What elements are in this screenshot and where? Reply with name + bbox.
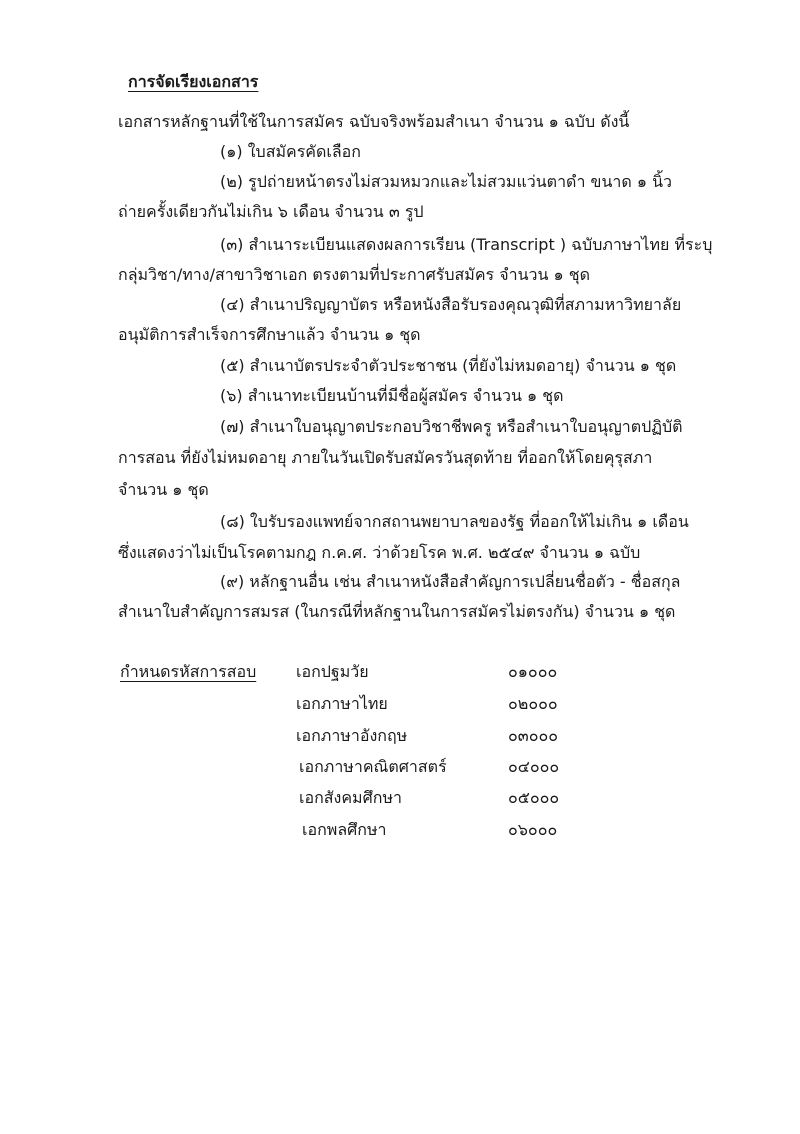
item-3-cont: กลุ่มวิชา/ทาง/สาขาวิชาเอก ตรงตามที่ประกาศรับสมัคร จำนวน ๑ ชุด: [118, 265, 591, 284]
item-3: (๓) สำเนาระเบียนแสดงผลการเรียน (Transcript ) ฉบับภาษาไทย ที่ระบุ: [220, 235, 713, 254]
exam-code: ๐๔๐๐๐: [508, 757, 560, 776]
exam-codes-label: กำหนดรหัสการสอบ: [120, 662, 257, 681]
section-heading: การจัดเรียงเอกสาร: [128, 72, 259, 91]
item-7: (๗) สำเนาใบอนุญาตประกอบวิชาชีพครู หรือสำเนาใบอนุญาตปฏิบัติ: [220, 417, 683, 436]
major-name: เอกภาษาไทย: [296, 694, 388, 713]
major-name: เอกพลศึกษา: [302, 820, 387, 839]
item-1: (๑) ใบสมัครคัดเลือก: [220, 142, 361, 161]
item-9: (๙) หลักฐานอื่น เช่น สำเนาหนังสือสำคัญการเปลี่ยนชื่อตัว - ชื่อสกุล: [220, 572, 681, 591]
exam-code: ๐๒๐๐๐: [508, 694, 558, 713]
item-4-cont: อนุมัติการสำเร็จการศึกษาแล้ว จำนวน ๑ ชุด: [118, 325, 421, 344]
major-name: เอกภาษาคณิตศาสตร์: [299, 757, 447, 776]
item-4: (๔) สำเนาปริญญาบัตร หรือหนังสือรับรองคุณวุฒิที่สภามหาวิทยาลัย: [220, 295, 682, 314]
major-name: เอกปฐมวัย: [296, 662, 369, 681]
item-8-cont: ซึ่งแสดงว่าไม่เป็นโรคตามกฎ ก.ค.ศ. ว่าด้วยโรค พ.ศ. ๒๕๔๙ จำนวน ๑ ฉบับ: [118, 543, 641, 562]
item-2-cont: ถ่ายครั้งเดียวกันไม่เกิน ๖ เดือน จำนวน ๓ รูป: [118, 202, 424, 221]
exam-code: ๐๓๐๐๐: [508, 726, 558, 745]
exam-code: ๐๑๐๐๐: [508, 662, 558, 681]
item-8: (๘) ใบรับรองแพทย์จากสถานพยาบาลของรัฐ ที่ออกให้ไม่เกิน ๑ เดือน: [220, 512, 689, 531]
exam-code: ๐๕๐๐๐: [508, 788, 560, 807]
item-5: (๕) สำเนาบัตรประจำตัวประชาชน (ที่ยังไม่หมดอายุ) จำนวน ๑ ชุด: [220, 356, 677, 375]
major-name: เอกภาษาอังกฤษ: [296, 726, 408, 745]
intro-text: เอกสารหลักฐานที่ใช้ในการสมัคร ฉบับจริงพร้อมสำเนา จำนวน ๑ ฉบับ ดังนี้: [118, 112, 630, 131]
item-6: (๖) สำเนาทะเบียนบ้านที่มีชื่อผู้สมัคร จำนวน ๑ ชุด: [220, 386, 564, 405]
item-9-cont: สำเนาใบสำคัญการสมรส (ในกรณีที่หลักฐานในการสมัครไม่ตรงกัน) จำนวน ๑ ชุด: [118, 602, 676, 621]
item-7-cont: การสอน ที่ยังไม่หมดอายุ ภายในวันเปิดรับสมัครวันสุดท้าย ที่ออกให้โดยคุรุสภา: [118, 448, 653, 467]
major-name: เอกสังคมศึกษา: [299, 788, 402, 807]
exam-code: ๐๖๐๐๐: [508, 820, 558, 839]
item-2: (๒) รูปถ่ายหน้าตรงไม่สวมหมวกและไม่สวมแว่นตาดำ ขนาด ๑ นิ้ว: [220, 172, 673, 191]
item-7-cont: จำนวน ๑ ชุด: [118, 480, 209, 499]
